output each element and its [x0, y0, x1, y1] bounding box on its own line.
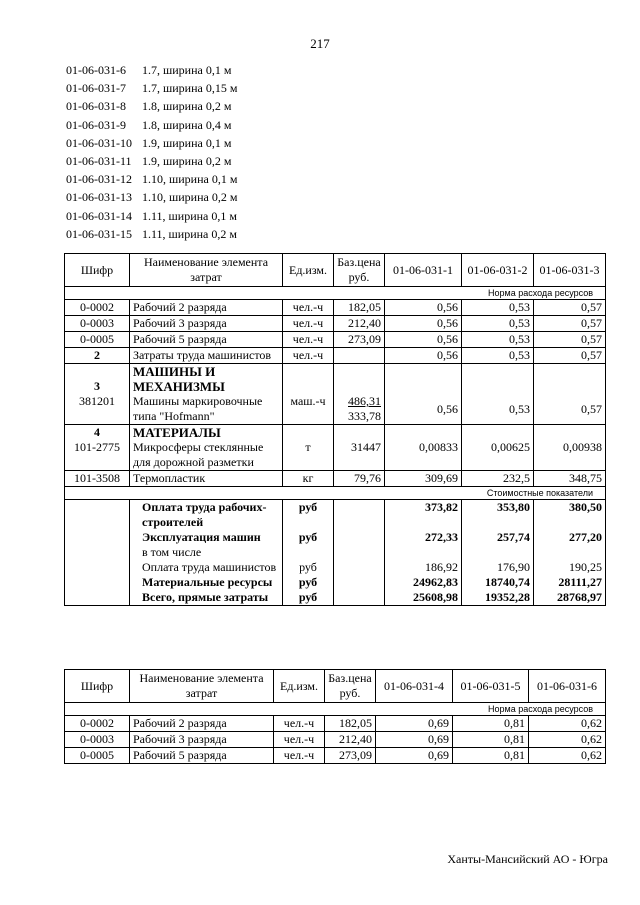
cell-empty [65, 500, 130, 531]
list-item [66, 61, 237, 79]
cost-unit: руб [283, 590, 334, 606]
cell-name: Рабочий 3 разряда [130, 732, 274, 748]
cell-empty [334, 530, 385, 545]
norma-label: Норма расхода ресурсов [65, 703, 606, 716]
cost-value: 25608,98 [385, 590, 462, 606]
cell-empty [65, 560, 130, 575]
cell-unit: чел.-ч [283, 316, 334, 332]
code-label: 01-06-031-15 [66, 226, 132, 241]
page-footer: Ханты-Мансийский АО - Югра [447, 852, 608, 866]
code-label: 01-06-031-7 [66, 81, 126, 96]
cell-unit: чел.-ч [283, 300, 334, 316]
code-desc: 1.9, ширина 0,2 м [142, 153, 232, 168]
cell-empty [283, 425, 334, 441]
cell-unit: чел.-ч [274, 732, 325, 748]
cell-price: 273,09 [334, 332, 385, 348]
col-code-5: 01-06-031-5 [453, 670, 529, 703]
cell-name: Рабочий 3 разряда [130, 316, 283, 332]
cost-name: Эксплуатация машин [130, 530, 283, 545]
cell-value: 0,69 [376, 716, 453, 732]
cell-price: 273,09 [325, 748, 376, 764]
cost-name: Материальные ресурсы [130, 575, 283, 590]
col-price: Баз.цена руб. [325, 670, 376, 703]
cell-value: 0,53 [462, 394, 534, 425]
code-label: 01-06-031-13 [66, 190, 132, 205]
table-row [65, 716, 606, 732]
col-price: Баз.цена руб. [334, 254, 385, 287]
cell-value: 0,57 [534, 394, 606, 425]
cell-value: 0,56 [385, 348, 462, 364]
table-row [65, 440, 606, 471]
cost-value: 24962,83 [385, 575, 462, 590]
cell-empty [283, 364, 334, 395]
cell-value: 0,62 [529, 732, 606, 748]
cell-value: 0,00625 [462, 440, 534, 471]
cell-empty [534, 545, 606, 560]
list-item [66, 97, 237, 115]
col-code-3: 01-06-031-3 [534, 254, 606, 287]
cell-value: 0,57 [534, 316, 606, 332]
col-unit: Ед.изм. [283, 254, 334, 287]
list-item [66, 116, 237, 134]
list-item [66, 188, 237, 206]
cell-price: 182,05 [325, 716, 376, 732]
col-code-2: 01-06-031-2 [462, 254, 534, 287]
table-row [65, 748, 606, 764]
cell-empty [334, 364, 385, 395]
resource-table-2 [64, 669, 606, 764]
cell-code: 2 [65, 348, 130, 364]
cell-name: Микросферы стеклянные для дорожной разметки [130, 440, 283, 471]
code-label: 01-06-031-8 [66, 99, 126, 114]
cell-value: 0,81 [453, 748, 529, 764]
col-code-4: 01-06-031-4 [376, 670, 453, 703]
cost-label-row [65, 487, 606, 500]
cell-empty [462, 425, 534, 441]
section-row [65, 425, 606, 441]
cell-empty [334, 575, 385, 590]
cell-code: 0-0005 [65, 748, 130, 764]
cell-code: 4 [65, 425, 130, 441]
cost-value: 176,90 [462, 560, 534, 575]
cell-value: 0,53 [462, 316, 534, 332]
section-title: МАТЕРИАЛЫ [130, 425, 283, 441]
norma-row [65, 703, 606, 716]
code-desc: 1.10, ширина 0,2 м [142, 190, 238, 205]
cell-value: 0,81 [453, 732, 529, 748]
cell-empty [65, 590, 130, 606]
cell-value: 0,56 [385, 332, 462, 348]
cost-value: 257,74 [462, 530, 534, 545]
cost-row [65, 575, 606, 590]
table-header [65, 670, 606, 703]
code-desc: 1.11, ширина 0,2 м [142, 226, 237, 241]
code-label: 01-06-031-10 [66, 135, 132, 150]
cell-name: Термопластик [130, 471, 283, 487]
cell-empty [385, 364, 462, 395]
code-desc: 1.10, ширина 0,1 м [142, 172, 238, 187]
table-header [65, 254, 606, 287]
cell-price [334, 348, 385, 364]
cell-empty [334, 500, 385, 531]
code-label: 01-06-031-6 [66, 63, 126, 77]
cell-value: 0,69 [376, 732, 453, 748]
code-label: 01-06-031-12 [66, 172, 132, 187]
table-row [65, 348, 606, 364]
cell-code: 381201 [65, 394, 130, 425]
cell-code: 0-0005 [65, 332, 130, 348]
list-item [66, 170, 237, 188]
code-label: 01-06-031-14 [66, 208, 132, 223]
cell-unit: кг [283, 471, 334, 487]
cell-code: 0-0002 [65, 300, 130, 316]
cell-value: 0,57 [534, 300, 606, 316]
cost-name: Всего, прямые затраты [130, 590, 283, 606]
list-item [66, 134, 237, 152]
cell-price: 182,05 [334, 300, 385, 316]
cell-name: Машины маркировочные типа "Hofmann" [130, 394, 283, 425]
cell-empty [283, 545, 334, 560]
col-code-1: 01-06-031-1 [385, 254, 462, 287]
cell-unit: чел.-ч [274, 748, 325, 764]
list-item [66, 152, 237, 170]
cost-row [65, 530, 606, 545]
cost-unit: руб [283, 575, 334, 590]
cell-code: 0-0002 [65, 716, 130, 732]
cell-unit: маш.-ч [283, 394, 334, 425]
cell-empty [65, 545, 130, 560]
cell-value: 309,69 [385, 471, 462, 487]
table-row [65, 732, 606, 748]
price-base: 333,78 [348, 409, 381, 423]
cell-value: 0,62 [529, 748, 606, 764]
cost-value: 19352,28 [462, 590, 534, 606]
page-number: 217 [310, 36, 330, 51]
col-name: Наименование элемента затрат [130, 670, 274, 703]
cell-price: 31447 [334, 440, 385, 471]
cost-value: 277,20 [534, 530, 606, 545]
cell-name: Рабочий 5 разряда [130, 332, 283, 348]
cost-row [65, 545, 606, 560]
cell-value: 0,56 [385, 394, 462, 425]
cell-price: 212,40 [325, 732, 376, 748]
cell-unit: чел.-ч [274, 716, 325, 732]
cell-value: 0,57 [534, 348, 606, 364]
resource-table-1 [64, 253, 606, 606]
cell-code: 3 [65, 364, 130, 395]
list-item [66, 207, 237, 225]
cell-empty [534, 364, 606, 395]
cost-name: Оплата труда рабочих-строителей [130, 500, 283, 531]
cell-value: 232,5 [462, 471, 534, 487]
cell-value: 0,00833 [385, 440, 462, 471]
cell-name: Рабочий 2 разряда [130, 716, 274, 732]
cost-value: 28111,27 [534, 575, 606, 590]
cell-empty [334, 590, 385, 606]
cost-value: 272,33 [385, 530, 462, 545]
cell-price: 212,40 [334, 316, 385, 332]
cost-value: 28768,97 [534, 590, 606, 606]
cost-row [65, 560, 606, 575]
col-name: Наименование элемента затрат [130, 254, 283, 287]
cost-value: 190,25 [534, 560, 606, 575]
cell-value: 0,56 [385, 316, 462, 332]
cost-unit: руб [283, 560, 334, 575]
section-title: МАШИНЫ И МЕХАНИЗМЫ [130, 364, 283, 395]
code-label: 01-06-031-11 [66, 153, 132, 168]
code-desc: 1.7, ширина 0,1 м [142, 63, 232, 77]
cell-empty [385, 545, 462, 560]
cell-code: 101-3508 [65, 471, 130, 487]
cell-value: 0,56 [385, 300, 462, 316]
cost-name: Оплата труда машинистов [130, 560, 283, 575]
cell-empty [462, 364, 534, 395]
cost-unit: руб [283, 530, 334, 545]
code-desc: 1.11, ширина 0,1 м [142, 208, 237, 223]
code-label: 01-06-031-9 [66, 117, 126, 132]
cell-code: 101-2775 [65, 440, 130, 471]
cell-price [334, 394, 385, 425]
cost-label: Стоимостные показатели [65, 487, 606, 500]
table-row [65, 471, 606, 487]
section-row [65, 364, 606, 395]
cell-empty [65, 575, 130, 590]
cell-empty [385, 425, 462, 441]
cell-price: 79,76 [334, 471, 385, 487]
cell-name: Рабочий 2 разряда [130, 300, 283, 316]
cost-unit: руб [283, 500, 334, 531]
cost-value: 380,50 [534, 500, 606, 531]
table-row [65, 316, 606, 332]
code-desc: 1.8, ширина 0,2 м [142, 99, 232, 114]
price-current: 486,31 [348, 394, 381, 408]
cell-empty [462, 545, 534, 560]
norma-row [65, 287, 606, 300]
cell-value: 0,57 [534, 332, 606, 348]
cost-value: 18740,74 [462, 575, 534, 590]
col-shifr: Шифр [65, 254, 130, 287]
col-shifr: Шифр [65, 670, 130, 703]
code-desc: 1.7, ширина 0,15 м [142, 81, 238, 96]
list-item [66, 225, 237, 243]
cost-row [65, 590, 606, 606]
cell-unit: т [283, 440, 334, 471]
code-desc: 1.8, ширина 0,4 м [142, 117, 232, 132]
cell-empty [334, 545, 385, 560]
cell-empty [65, 530, 130, 545]
table-row [65, 394, 606, 425]
cell-name: Рабочий 5 разряда [130, 748, 274, 764]
cell-name: Затраты труда машинистов [130, 348, 283, 364]
cell-value: 348,75 [534, 471, 606, 487]
cost-value: 353,80 [462, 500, 534, 531]
table-row [65, 332, 606, 348]
cell-unit: чел.-ч [283, 348, 334, 364]
cost-value: 373,82 [385, 500, 462, 531]
cell-empty [334, 425, 385, 441]
cell-value: 0,53 [462, 348, 534, 364]
col-unit: Ед.изм. [274, 670, 325, 703]
col-code-6: 01-06-031-6 [529, 670, 606, 703]
cost-subheading: в том числе [130, 545, 283, 560]
cell-code: 0-0003 [65, 316, 130, 332]
cost-value: 186,92 [385, 560, 462, 575]
list-item [66, 79, 237, 97]
cell-value: 0,53 [462, 332, 534, 348]
cell-empty [534, 425, 606, 441]
norma-label: Норма расхода ресурсов [65, 287, 606, 300]
cell-code: 0-0003 [65, 732, 130, 748]
cell-value: 0,62 [529, 716, 606, 732]
table-row [65, 300, 606, 316]
cell-empty [334, 560, 385, 575]
cell-value: 0,81 [453, 716, 529, 732]
code-desc: 1.9, ширина 0,1 м [142, 135, 232, 150]
cell-unit: чел.-ч [283, 332, 334, 348]
cost-row [65, 500, 606, 531]
cell-value: 0,00938 [534, 440, 606, 471]
code-list [66, 61, 237, 243]
cell-value: 0,53 [462, 300, 534, 316]
cell-value: 0,69 [376, 748, 453, 764]
